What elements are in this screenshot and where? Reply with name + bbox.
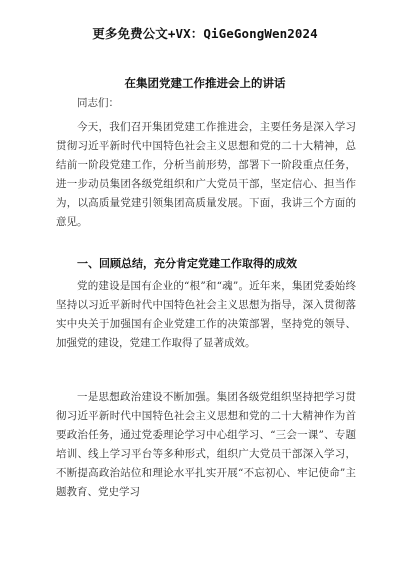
promo-banner: 更多免费公文+VX：QiGeGongWen2024: [92, 26, 318, 41]
document-title: 在集团党建工作推进会上的讲话: [124, 76, 286, 90]
section-heading-1: 一、回顾总结，充分肯定党建工作取得的成效: [77, 257, 297, 270]
paragraph-party-building: 党的建设是国有企业的“根”和“魂”。近年来，集团党委始终坚持以习近平新时代中国特色社会主义思想为指导，深入贯彻落实中央关于加强国有企业党建工作的决策部署，坚持党的领导、加强党的建设，党建工作取得了显著成效。: [56, 280, 356, 349]
paragraph-intro: 今天，我们召开集团党建工作推进会，主要任务是深入学习贯彻习近平新时代中国特色社会主义思想和党的二十大精神，总结前一阶段党建工作，分析当前形势，部署下一阶段重点任务，进一步动员集团各级党组织和广大党员干部，坚定信心、担当作为，以高质量党建引领集团高质量发展。下面，我讲三个方面的意见。: [56, 121, 356, 228]
salutation: 同志们：: [77, 97, 119, 109]
paragraph-ideology: 一是思想政治建设不断加强。集团各级党组织坚持把学习贯彻习近平新时代中国特色社会主义思想和党的二十大精神作为首要政治任务，通过党委理论学习中心组学习、“三会一课”、专题培训、线上学习平台等多种形式，组织广大党员干部深入学习，不断提高政治站位和理论水平扎实开展“不忘初心、牢记使命”主题教育、党史学习: [56, 391, 356, 498]
